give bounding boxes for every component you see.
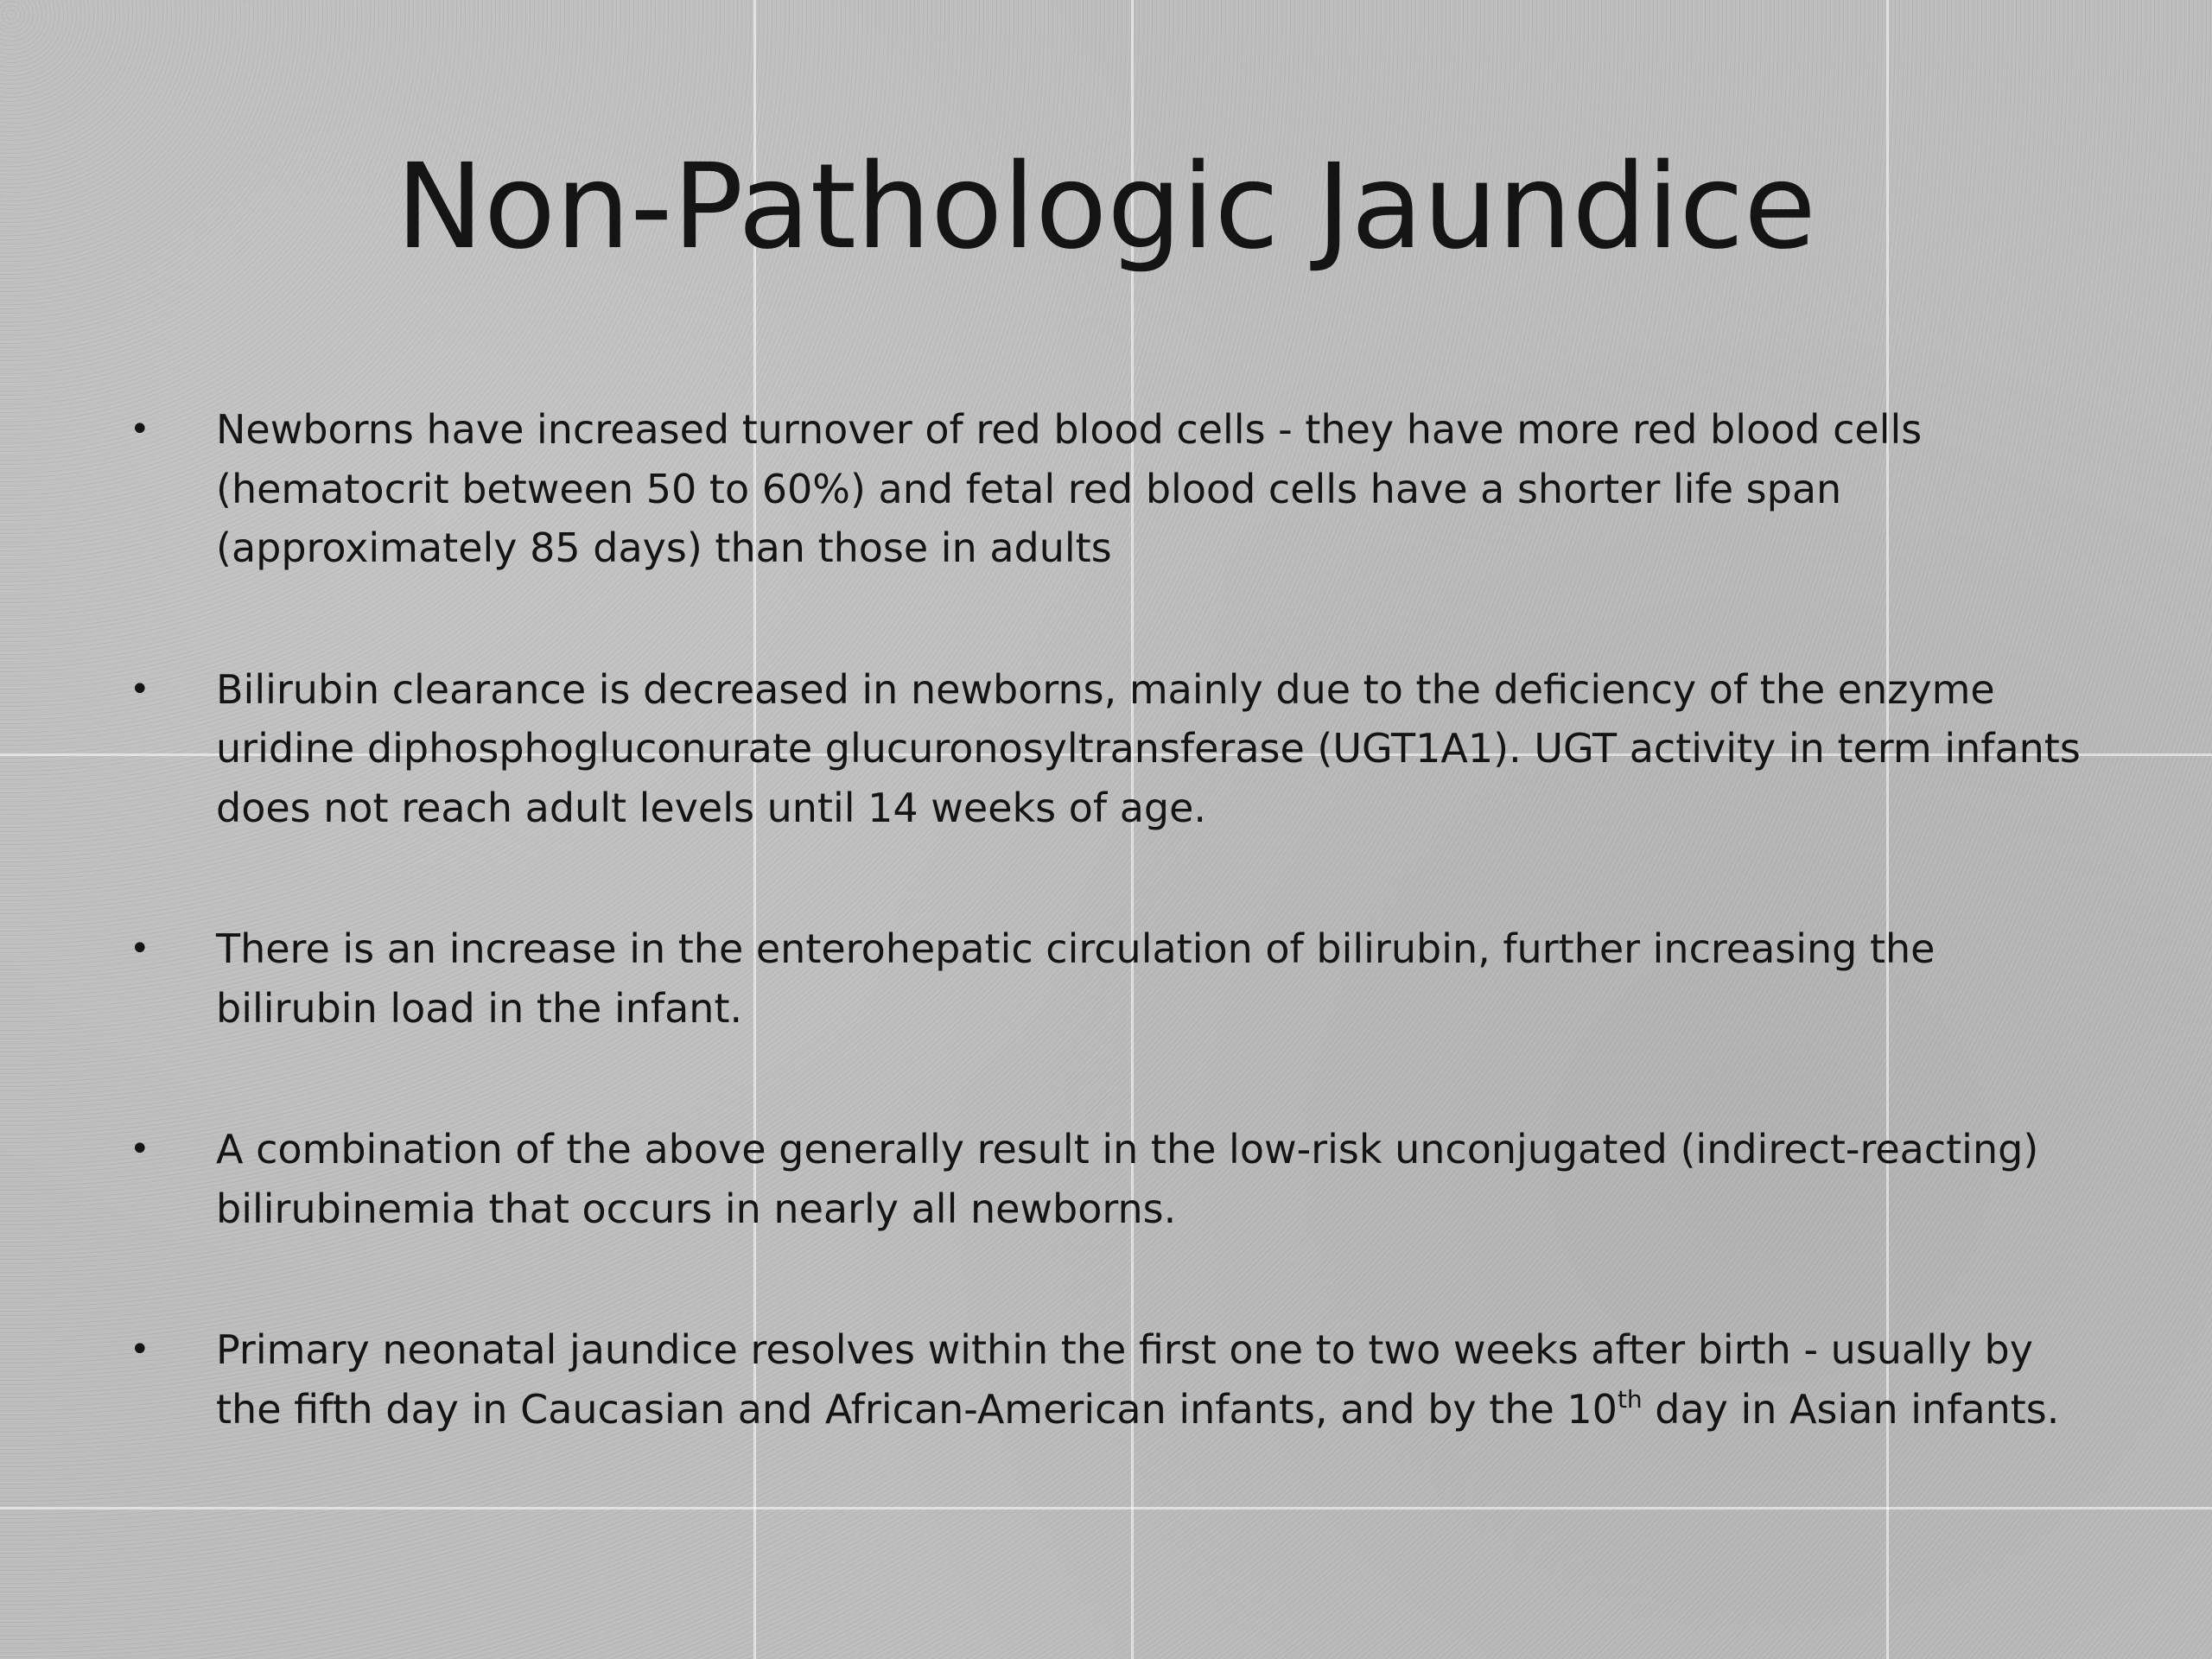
bullet-dot-icon: • [130, 929, 150, 969]
bullet-dot-icon: • [130, 410, 150, 449]
bullet-dot-icon: • [130, 1129, 150, 1169]
bullet-text-part: Primary neonatal jaundice resolves within the first one to two weeks after birth - usually by the fifth day in Caucasian and African-American infants, and by the 10 [216, 1326, 2033, 1433]
superscript-th: th [1617, 1384, 1643, 1414]
bullet-item [130, 400, 2108, 578]
bullet-dot-icon: • [130, 1330, 150, 1370]
bullet-text [216, 1326, 2059, 1433]
bullet-item [130, 919, 2108, 1038]
bullet-item [130, 1320, 2108, 1439]
bullet-text: Bilirubin clearance is decreased in newborns, mainly due to the deficiency of the enzyme uridine diphosphogluconurate glucuronosyltransferase (UGT1A1). UGT activity in term infants does not reach adult levels until 14 weeks of age. [216, 665, 2081, 831]
bullet-list [130, 400, 2108, 1521]
bullet-text: Newborns have increased turnover of red blood cells - they have more red blood cells (hematocrit between 50 to 60%) and fetal red blood cells have a shorter life span (approximately 85 days) than those in adults [216, 406, 1923, 571]
bullet-text: A combination of the above generally result in the low-risk unconjugated (indirect-reacting) bilirubinemia that occurs in nearly all newborns. [216, 1126, 2039, 1232]
slide-title: Non-Pathologic Jaundice [396, 139, 1816, 276]
bullet-text: There is an increase in the enterohepatic circulation of bilirubin, further increasing the bilirubin load in the infant. [216, 925, 1936, 1032]
bullet-text-part: day in Asian infants. [1642, 1385, 2060, 1433]
bullet-item [130, 660, 2108, 838]
bullet-item [130, 1120, 2108, 1238]
bullet-dot-icon: • [130, 669, 150, 709]
